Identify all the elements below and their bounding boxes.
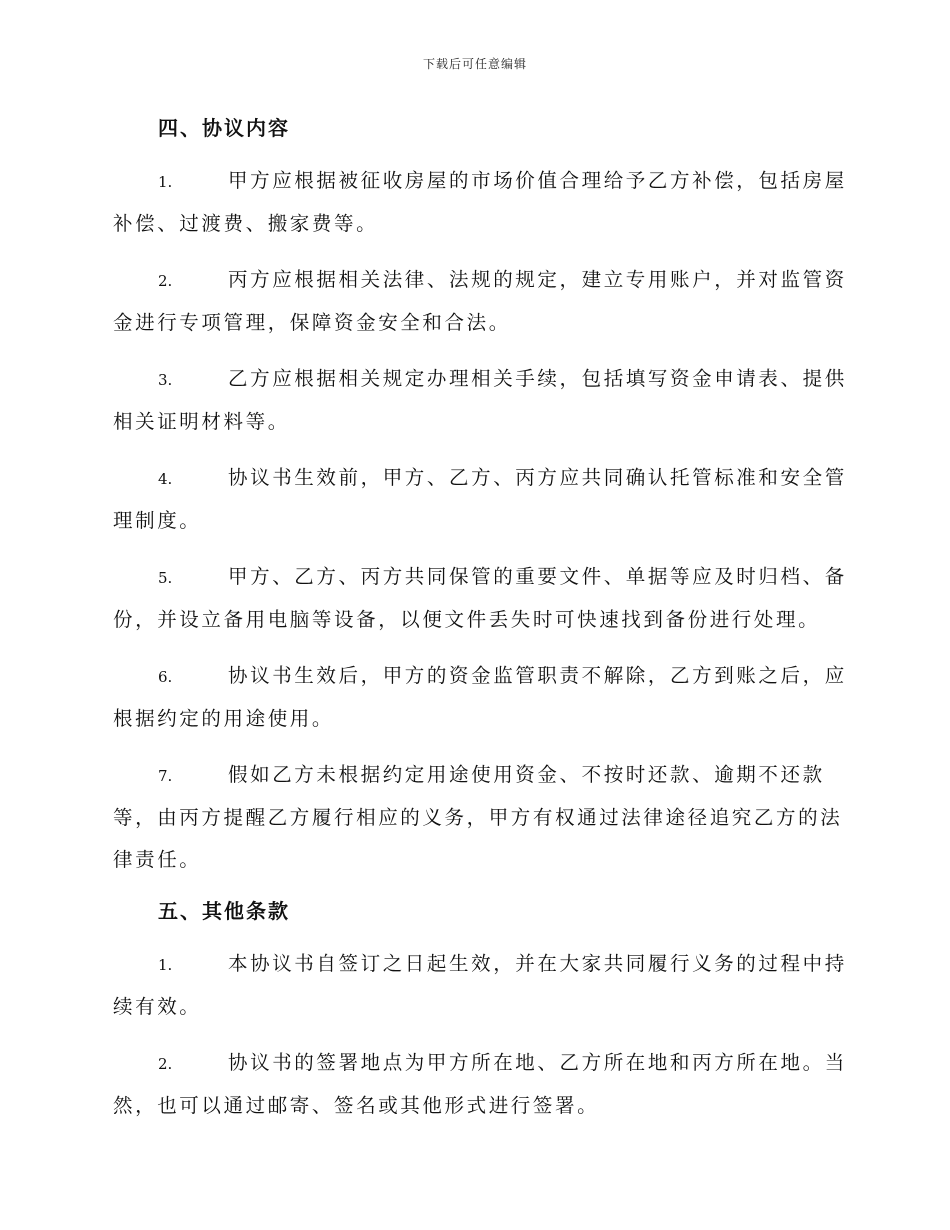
clause-text: 金进行专项管理，保障资金安全和合法。 [113,311,511,334]
clause-text: 然，也可以通过邮寄、签名或其他形式进行签署。 [113,1094,600,1117]
clause-text: 假如乙方未根据约定用途使用资金、不按时还款、逾期不还款 [228,763,825,786]
clause-text: 补偿、过渡费、搬家费等。 [113,212,379,235]
clause-5-2 [113,1042,847,1127]
clause-4-1 [113,160,847,245]
clause-number: 5. [158,569,173,587]
clause-text: 甲方应根据被征收房屋的市场价值合理给予乙方补偿，包括房屋 [228,169,847,192]
clause-text: 续有效。 [113,995,202,1018]
clause-4-4 [113,457,847,542]
section-heading-5: 五、其他条款 [158,899,290,923]
clause-number: 6. [158,668,173,686]
clause-text: 份，并设立备用电脑等设备，以便文件丢失时可快速找到备份进行处理。 [113,608,821,631]
section-heading-4: 四、协议内容 [158,116,290,140]
clause-5-1 [113,943,847,1028]
clause-4-7 [113,754,843,881]
clause-number: 4. [158,470,173,488]
clause-text: 本协议书自签订之日起生效，并在大家共同履行义务的过程中持 [228,952,847,975]
clause-text: 相关证明材料等。 [113,410,290,433]
clause-4-2 [113,259,847,344]
clause-number: 1. [158,173,173,191]
clause-number: 2. [158,272,173,290]
clause-number: 1. [158,956,173,974]
clause-number: 2. [158,1055,173,1073]
clause-4-3 [113,358,847,443]
document-body [113,110,847,1127]
clause-text: 律责任。 [113,848,202,871]
clause-text: 等，由丙方提醒乙方履行相应的义务，甲方有权通过法律途径追究乙方的法 [113,806,843,829]
clause-4-5 [113,556,847,641]
clause-text: 协议书生效前，甲方、乙方、丙方应共同确认托管标准和安全管 [228,466,847,489]
clause-text: 根据约定的用途使用。 [113,707,335,730]
clause-number: 7. [158,767,173,785]
clause-text: 丙方应根据相关法律、法规的规定，建立专用账户，并对监管资 [228,268,847,291]
header-note: 下载后可任意编辑 [422,57,527,71]
clause-4-6 [113,655,847,740]
clause-text: 协议书生效后，甲方的资金监管职责不解除，乙方到账之后，应 [228,664,847,687]
clause-text: 甲方、乙方、丙方共同保管的重要文件、单据等应及时归档、备 [228,565,847,588]
clause-text: 理制度。 [113,509,202,532]
clause-number: 3. [158,371,173,389]
clause-text: 协议书的签署地点为甲方所在地、乙方所在地和丙方所在地。当 [228,1051,847,1074]
clause-text: 乙方应根据相关规定办理相关手续，包括填写资金申请表、提供 [228,367,847,390]
